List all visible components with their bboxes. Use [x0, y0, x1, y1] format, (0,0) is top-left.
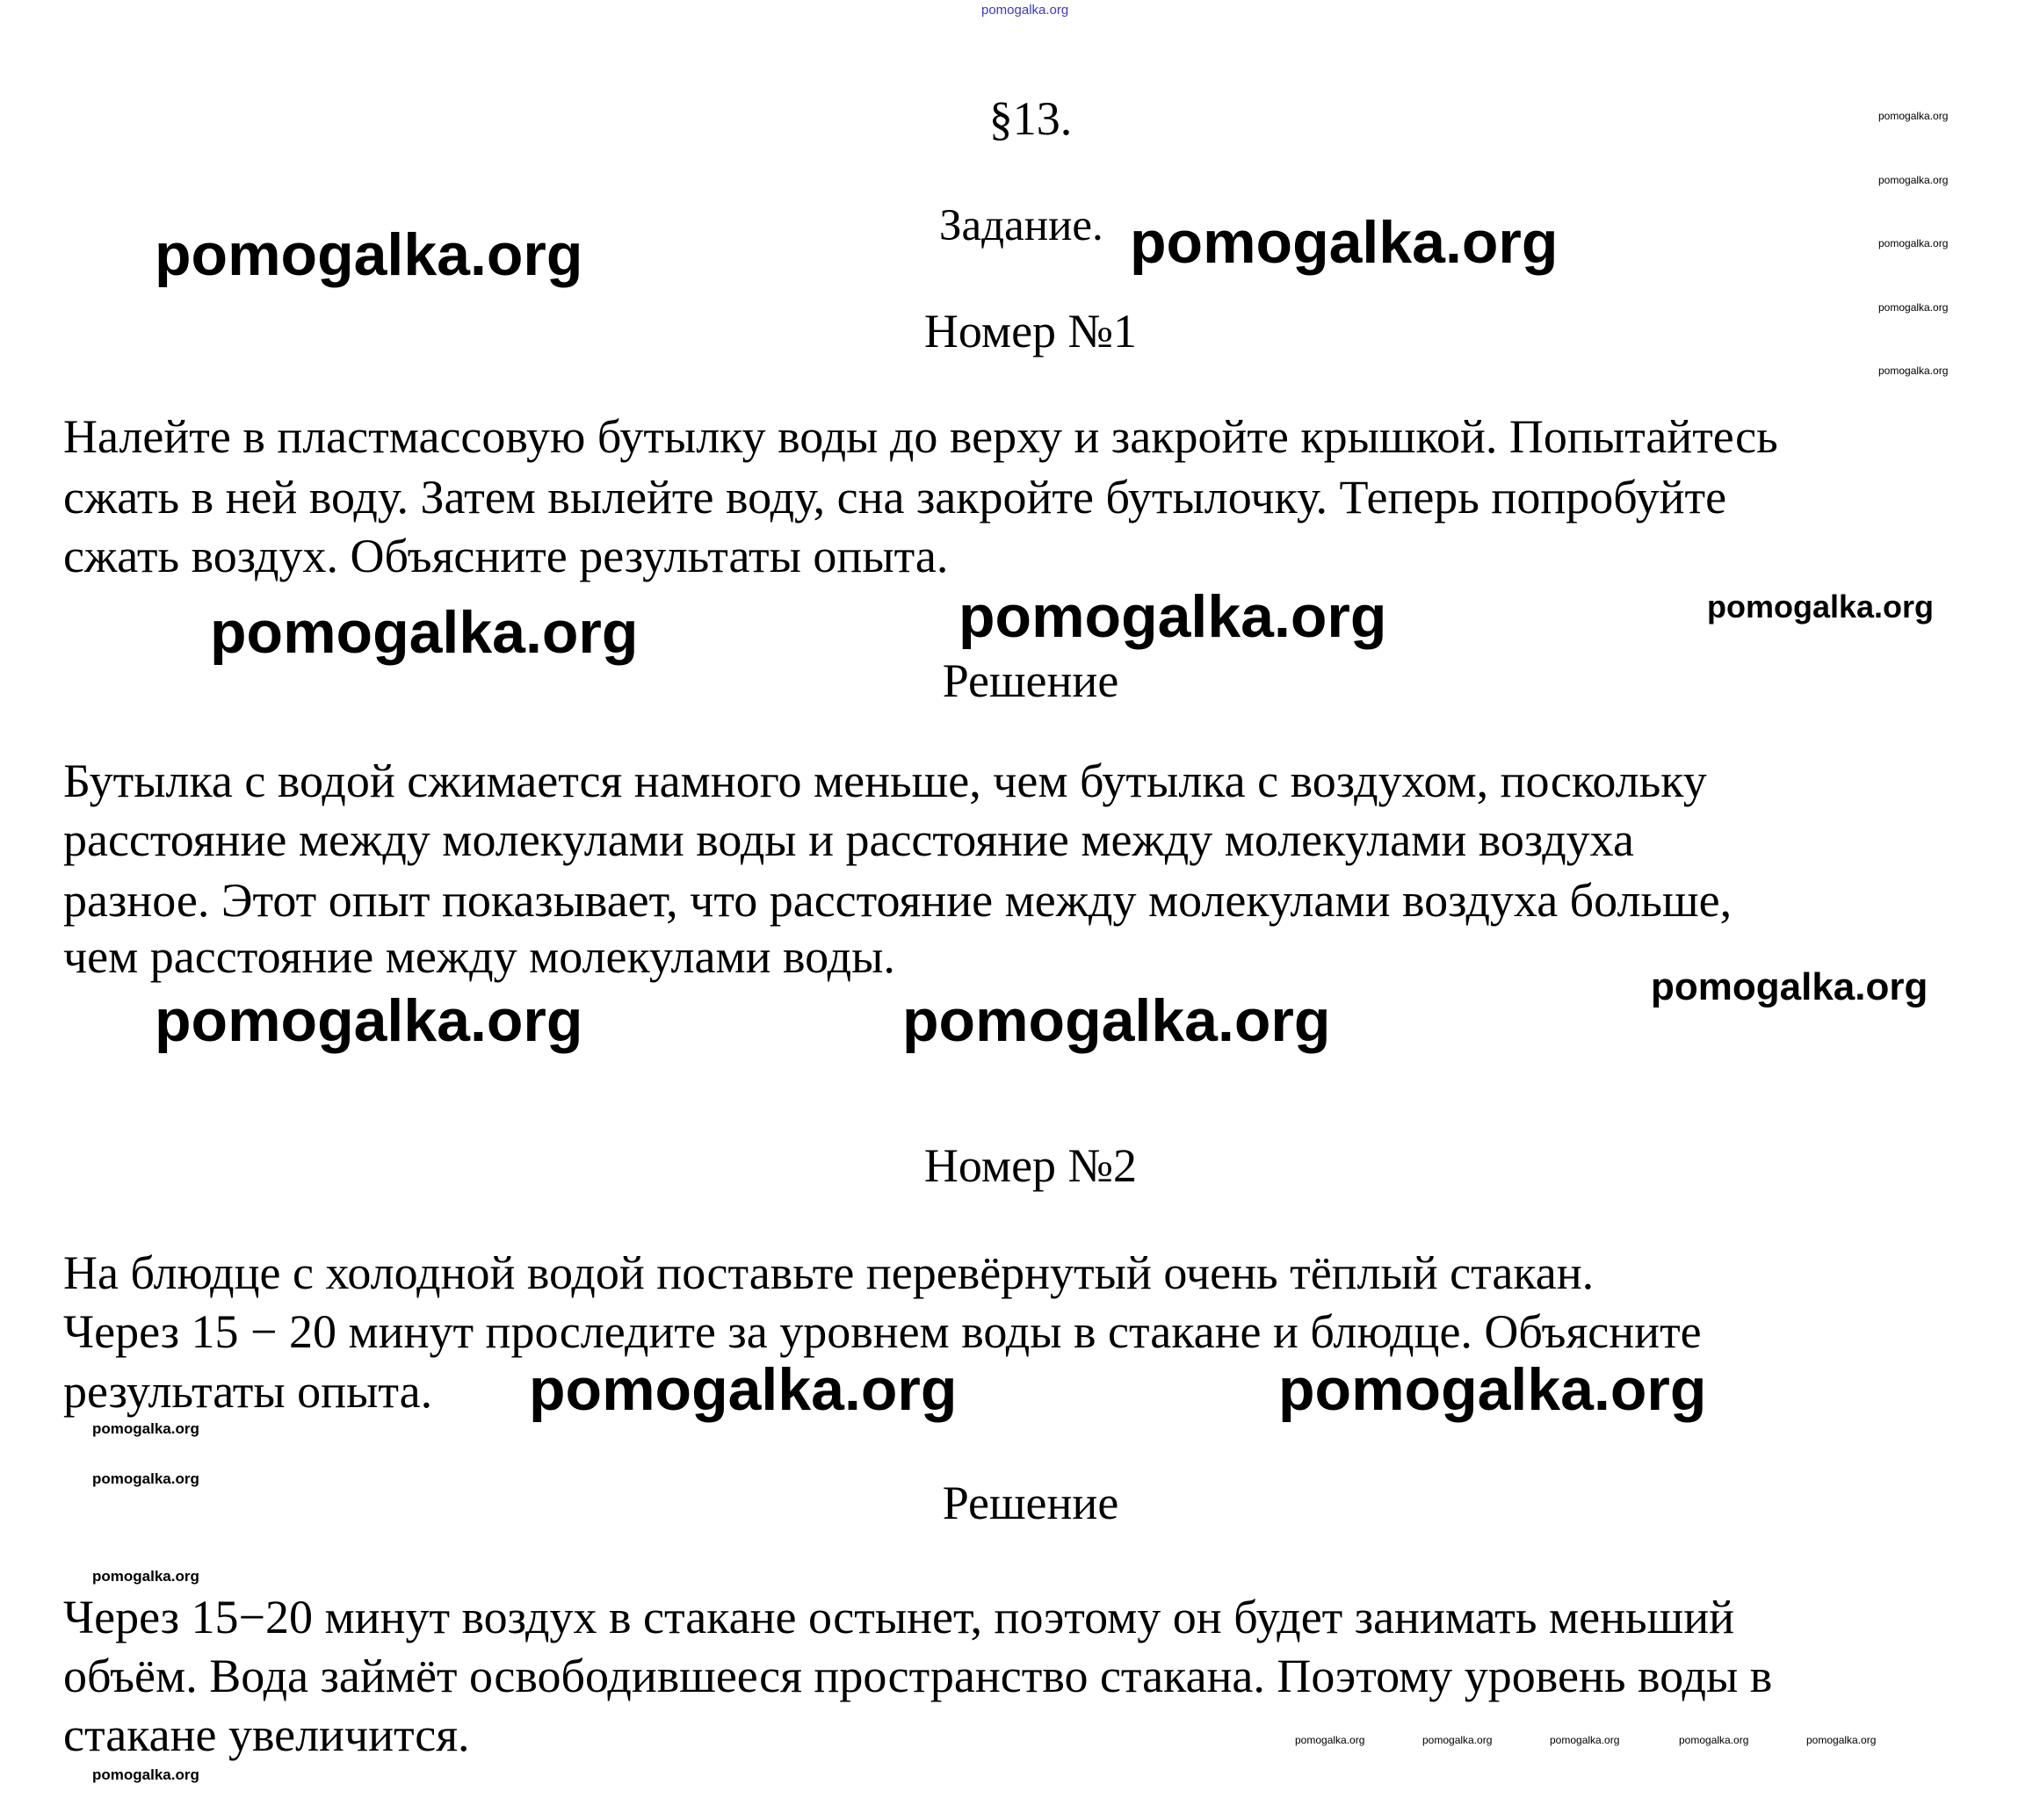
watermark: pomogalka.org [1130, 209, 1559, 276]
watermark: pomogalka.org [1878, 237, 1949, 249]
problem-1-text-line: сжать в ней воду. Затем вылейте воду, сна закройте бутылочку. Теперь попробуйте [63, 471, 1727, 524]
watermark: pomogalka.org [1878, 365, 1949, 377]
watermark: pomogalka.org [92, 1420, 199, 1437]
watermark: pomogalka.org [902, 987, 1331, 1054]
problem-2-title: Номер №2 [923, 1139, 1138, 1192]
watermark: pomogalka.org [1707, 589, 1935, 625]
watermark: pomogalka.org [959, 583, 1387, 650]
watermark: pomogalka.org [1878, 301, 1949, 314]
watermark: pomogalka.org [1878, 110, 1949, 122]
solution-1-text-line: Бутылка с водой сжимается намного меньше, чем бутылка с воздухом, поскольку [63, 755, 1707, 807]
watermark: pomogalka.org [1422, 1734, 1493, 1746]
solution-1-text-line: разное. Этот опыт показывает, что расстояние между молекулами воздуха больше, [63, 874, 1733, 927]
watermark: pomogalka.org [1679, 1734, 1749, 1746]
solution-1-title: Решение [942, 654, 1119, 707]
watermark: pomogalka.org [155, 987, 583, 1054]
watermark: pomogalka.org [92, 1568, 199, 1585]
problem-2-text-line: результаты опыта. [63, 1365, 433, 1418]
watermark: pomogalka.org [155, 221, 583, 288]
problem-2-text-line: На блюдце с холодной водой поставьте перевёрнутый очень тёплый стакан. [63, 1246, 1595, 1299]
watermark: pomogalka.org [1295, 1734, 1365, 1746]
problem-1-title: Номер №1 [923, 305, 1138, 358]
watermark: pomogalka.org [1878, 174, 1949, 186]
watermark: pomogalka.org [529, 1356, 958, 1423]
solution-1-text-line: расстояние между молекулами воды и расстояние между молекулами воздуха [63, 813, 1634, 866]
watermark: pomogalka.org [92, 1470, 199, 1487]
solution-1-text-line: чем расстояние между молекулами воды. [63, 930, 895, 983]
task-label: Задание. [939, 201, 1103, 250]
watermark: pomogalka.org [1278, 1356, 1707, 1423]
problem-1-text-line: Налейте в пластмассовую бутылку воды до верху и закройте крышкой. Попытайтесь [63, 410, 1778, 463]
problem-1-text-line: сжать воздух. Объясните результаты опыта. [63, 530, 949, 582]
solution-2-text-line: стакане увеличится. [63, 1708, 470, 1761]
watermark: pomogalka.org [1550, 1734, 1620, 1746]
section-number: §13. [988, 92, 1073, 145]
solution-2-text-line: Через 15−20 минут воздух в стакане остынет, поэтому он будет занимать меньший [63, 1591, 1734, 1643]
watermark: pomogalka.org [1806, 1734, 1877, 1746]
solution-2-text-line: объём. Вода займёт освободившееся пространство стакана. Поэтому уровень воды в [63, 1650, 1773, 1702]
watermark: pomogalka.org [92, 1766, 199, 1783]
watermark: pomogalka.org [981, 3, 1069, 18]
solution-2-title: Решение [942, 1477, 1119, 1529]
watermark: pomogalka.org [210, 599, 639, 666]
problem-2-text-line: Через 15 − 20 минут проследите за уровнем воды в стакане и блюдце. Объясните [63, 1305, 1702, 1358]
watermark: pomogalka.org [1651, 965, 1928, 1008]
